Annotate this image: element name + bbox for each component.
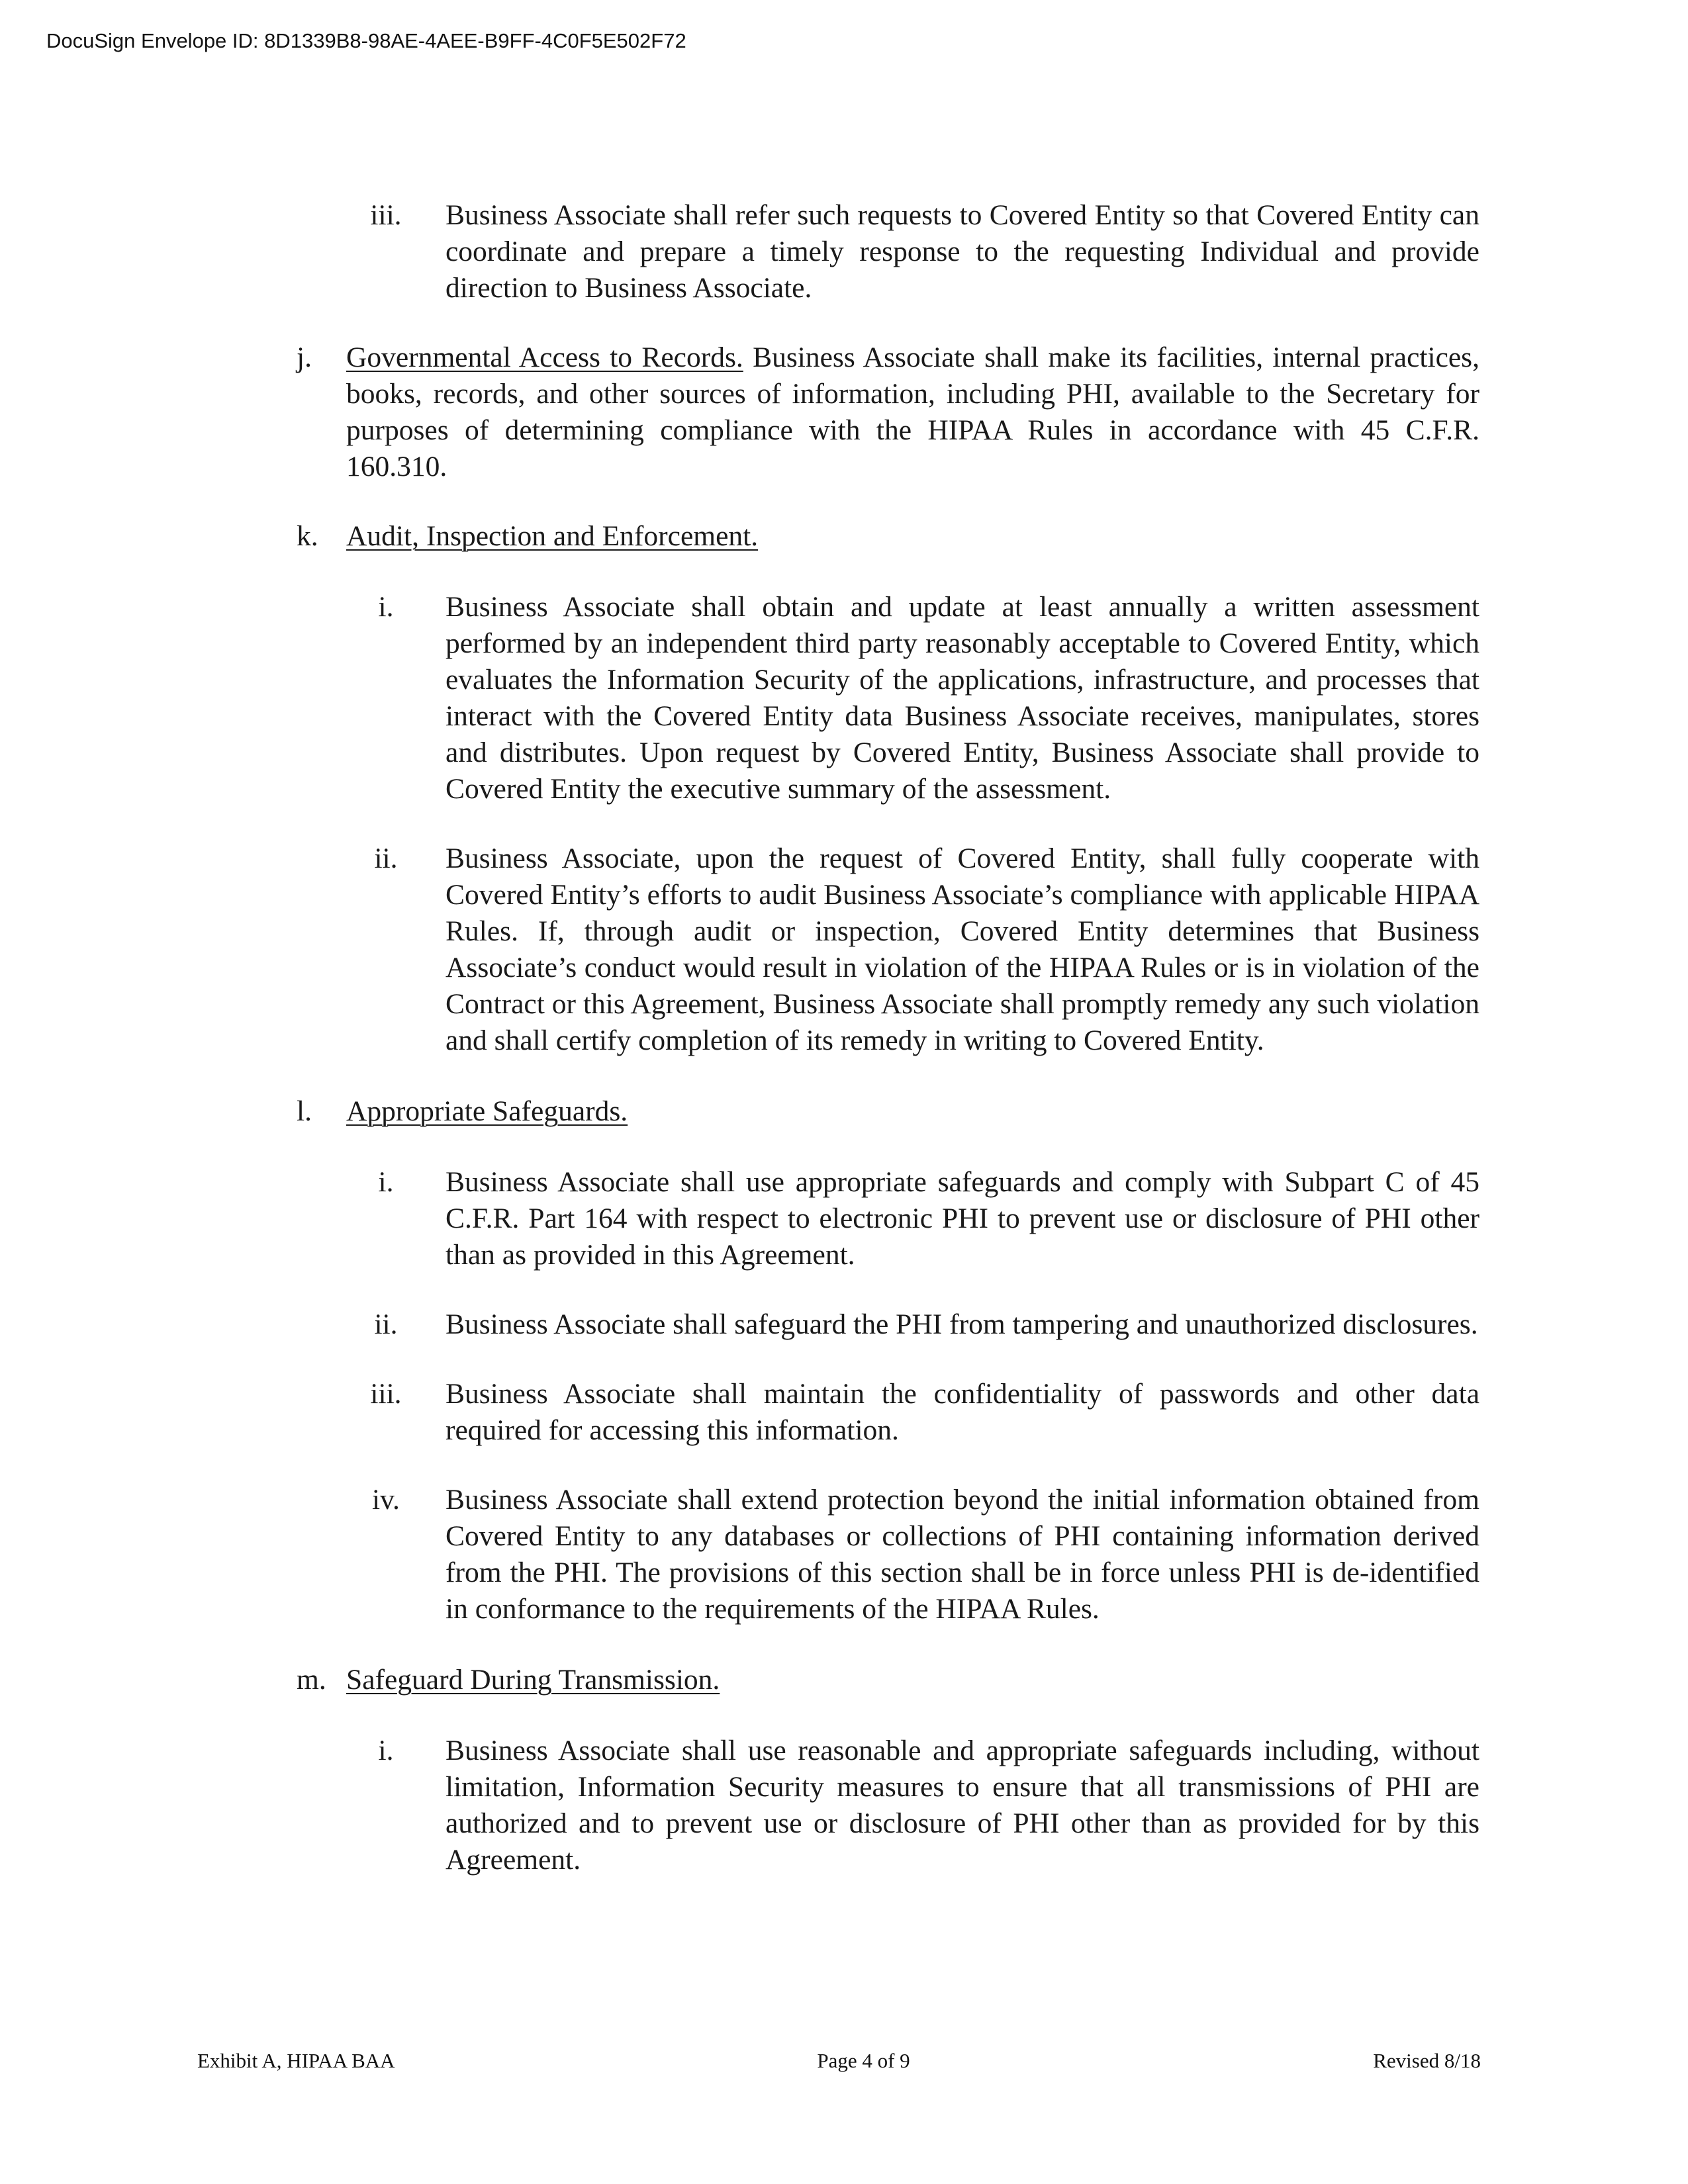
clause-j xyxy=(297,340,1479,485)
clause-text: Business Associate shall make its facilities, internal practices, books, records, and other sources of information, including PHI, available to the Secretary for purposes of determining compliance with the HIPAA Rules in accordance with 45 C.F.R. 160.310. xyxy=(346,341,1479,482)
clause-text: Business Associate shall extend protection beyond the initial information obtained from Covered Entity to any databases or collections of PHI containing information derived from the PHI. The provisions of this section shall be in force unless PHI is de-identified in conformance to the requirements of the HIPAA Rules. xyxy=(445,1484,1479,1625)
clause-text: Business Associate shall use reasonable and appropriate safeguards including, without limitation, Information Security measures to ensure that all transmissions of PHI are authorized and to prevent use or disclosure of PHI other than as provided for by this Agreement. xyxy=(445,1735,1479,1876)
clause-m xyxy=(297,1662,1479,1698)
envelope-id-header: DocuSign Envelope ID: 8D1339B8-98AE-4AEE-B9FF-4C0F5E502F72 xyxy=(46,29,686,52)
clause-text: Business Associate shall use appropriate safeguards and comply with Subpart C of 45 C.F.R. Part 164 with respect to electronic PHI to prevent use or disclosure of PHI other than as provided in this Agreement. xyxy=(445,1166,1479,1271)
clause-text: Business Associate shall safeguard the PHI from tampering and unauthorized disclosures. xyxy=(445,1308,1478,1340)
clause-l-i xyxy=(378,1164,1479,1273)
clause-l-iii xyxy=(370,1376,1479,1449)
clause-text: Business Associate shall refer such requests to Covered Entity so that Covered Entity can coordinate and prepare a timely response to the requesting Individual and provide direction to Business Associate. xyxy=(445,199,1479,304)
footer-exhibit-label: Exhibit A, HIPAA BAA xyxy=(197,2049,395,2072)
clause-text: Business Associate, upon the request of Covered Entity, shall fully cooperate with Covered Entity’s efforts to audit Business Associate’s compliance with applicable HIPAA Rules. If, through audit or inspection, Covered Entity determines that Business Associate’s conduct would result in violation of the HIPAA Rules or is in violation of the Contract or this Agreement, Business Associate shall promptly remedy any such violation and shall certify completion of its remedy in writing to Covered Entity. xyxy=(445,842,1479,1056)
clause-l-ii xyxy=(374,1306,1479,1343)
clause-marker: j. xyxy=(297,341,312,373)
clause-marker: iv. xyxy=(372,1484,400,1516)
clause-k-ii xyxy=(374,841,1479,1059)
clause-marker: iii. xyxy=(370,1378,402,1410)
clause-text: Business Associate shall obtain and update at least annually a written assessment performed by an independent third party reasonably acceptable to Covered Entity, which evaluates the Information Security of the applications, infrastructure, and processes that interact with the Covered Entity data Business Associate receives, manipulates, stores and distributes. Upon request by Covered Entity, Business Associate shall provide to Covered Entity the executive summary of the assessment. xyxy=(445,591,1479,805)
clause-i-iii xyxy=(370,197,1479,306)
clause-marker: iii. xyxy=(370,199,402,231)
clause-marker: i. xyxy=(378,1166,394,1198)
clause-l-iv xyxy=(372,1482,1479,1627)
clause-k-i xyxy=(378,589,1479,807)
clause-marker: k. xyxy=(297,520,318,552)
clause-text: Business Associate shall maintain the confidentiality of passwords and other data required for accessing this information. xyxy=(445,1378,1479,1446)
clause-marker: ii. xyxy=(374,842,398,874)
clause-heading: Appropriate Safeguards. xyxy=(346,1095,628,1127)
clause-m-i xyxy=(378,1733,1479,1878)
clause-marker: i. xyxy=(378,1735,394,1766)
clause-heading: Safeguard During Transmission. xyxy=(346,1664,720,1696)
clause-heading: Governmental Access to Records. xyxy=(346,341,743,373)
clause-k xyxy=(297,518,1479,555)
clause-heading: Audit, Inspection and Enforcement. xyxy=(346,520,759,552)
footer-page-number: Page 4 of 9 xyxy=(817,2049,910,2072)
clause-marker: l. xyxy=(297,1095,312,1127)
clause-l xyxy=(297,1093,1479,1130)
document-body xyxy=(0,197,1688,1878)
clause-marker: m. xyxy=(297,1664,326,1696)
clause-marker: ii. xyxy=(374,1308,398,1340)
footer-revision-date: Revised 8/18 xyxy=(1373,2049,1481,2072)
clause-marker: i. xyxy=(378,591,394,623)
